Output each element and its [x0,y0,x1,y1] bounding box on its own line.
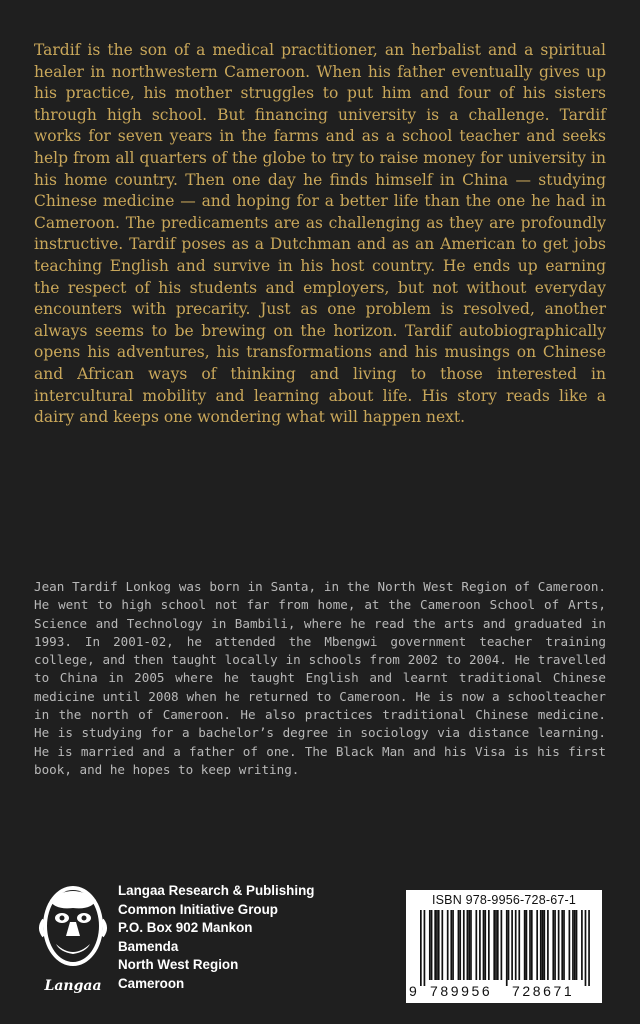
barcode-bar [574,910,576,980]
barcode-bar [452,910,454,980]
barcode-bars-icon [420,910,590,986]
barcode-bar [468,910,470,980]
isbn-barcode [406,890,602,1003]
barcode-bar [436,910,438,980]
barcode-digits-right: 728671 [512,983,575,999]
barcode-bar [536,910,538,980]
publisher-line: Cameroon [118,975,185,991]
publisher-line: Bamenda [118,938,179,954]
barcode-bar [547,910,549,980]
barcode-bar [497,910,499,980]
author-bio: Jean Tardif Lonkog was born in Santa, in the North West Region of Cameroon. He went to high school not far from home, at the Cameroon School of Arts, Science and Technology in Bambili, where he read the arts and graduated in 1993. In 2001-02, he attended the Mbengwi government teacher training college, and then taught locally in schools from 2002 to 2004. He travelled to China in 2005 where he taught English and learnt traditional Chinese medicine until 2008 when he returned to Cameroon. He is now a schoolteacher in the north of Cameroon. He also practices traditional Chinese medicine. He is studying for a bachelor’s degree in sociology via distance learning. He is married and a father of one. The Black Man and his Visa is his first book, and he hopes to keep writing. [34,579,606,777]
publisher-block [36,880,386,1000]
publisher-line: Common Initiative Group [118,901,278,917]
barcode-bar [484,910,486,980]
publisher-address [118,882,314,994]
barcode-bar [458,910,460,980]
publisher-line: Langaa Research & Publishing [118,883,315,898]
barcode-bar [475,910,477,980]
barcode-bar [495,910,497,980]
barcode-bar [588,910,590,986]
barcode-bar [554,910,556,980]
barcode-bar [561,910,563,980]
barcode-bar [463,910,465,980]
barcode-bar [518,910,520,980]
barcode-bar [483,910,485,980]
barcode-bar [467,910,469,980]
publisher-line: North West Region [118,957,239,973]
barcode-bar [540,910,542,980]
barcode-bar [470,910,472,980]
barcode-bar [576,910,578,980]
barcode-bar [420,910,422,986]
barcode-bar [479,910,481,980]
barcode-bar [543,910,545,980]
barcode-bar [552,910,554,980]
barcode-bar [434,910,436,980]
barcode-bar [493,910,495,980]
barcode-bar [506,910,508,986]
barcode-bar [569,910,571,980]
barcode-bar [542,910,544,980]
barcode-bar [563,910,565,980]
barcode-bar [581,910,583,980]
barcode-bar [526,910,528,980]
barcode-bar [531,910,533,980]
barcode-bar [501,910,503,980]
back-cover-blurb: Tardif is the son of a medical practitioner, an herbalist and a spiritual healer in northwestern Cameroon. When his father eventually gives up his practice, his mother struggles to put him and four of his sisters through high school. But financing university is a challenge. Tardif works for seven years in the farms and as a school teacher and seeks help from all quarters of the globe to try to raise money for university in his home country. Then one day he finds himself in China — studying Chinese medicine — and hoping for a better life than the one he had in Cameroon. The predicaments are as challenging as they are profoundly instructive. Tardif poses as a Dutchman and as an American to get jobs teaching English and survive in his host country. He ends up earning the respect of his students and employers, but not without everyday encounters with precarity. Just as one problem is resolved, another always seems to be brewing on the horizon. Tardif autobiographically opens his adventures, his transformations and his musings on Chinese and African ways of thinking and living to those interested in intercultural mobility and learning about life. His story reads like a dairy and keeps one wondering what will happen next. [34,41,606,427]
barcode-bar [447,910,449,980]
barcode-bar [459,910,461,980]
barcode-bar [431,910,433,980]
barcode-bar [424,910,426,986]
barcode-bar [441,910,443,980]
barcode-bar [488,910,490,980]
barcode-bar [508,910,510,980]
barcode-bar [558,910,560,980]
barcode-bar [450,910,452,980]
barcode-digit-lead: 9 [409,983,417,999]
barcode-bar [438,910,440,980]
barcode-bar [585,910,587,986]
barcode-bar [429,910,431,980]
barcode-digits-left: 789956 [430,983,493,999]
barcode-bar [511,910,513,980]
barcode-bar [515,910,517,980]
isbn-label: ISBN 978-9956-728-67-1 [431,893,577,907]
barcode-bar [572,910,574,980]
barcode-bar [524,910,526,980]
logo-wordmark: Langaa [44,978,102,994]
barcode-bar [529,910,531,980]
publisher-line: P.O. Box 902 Mankon [118,920,253,936]
